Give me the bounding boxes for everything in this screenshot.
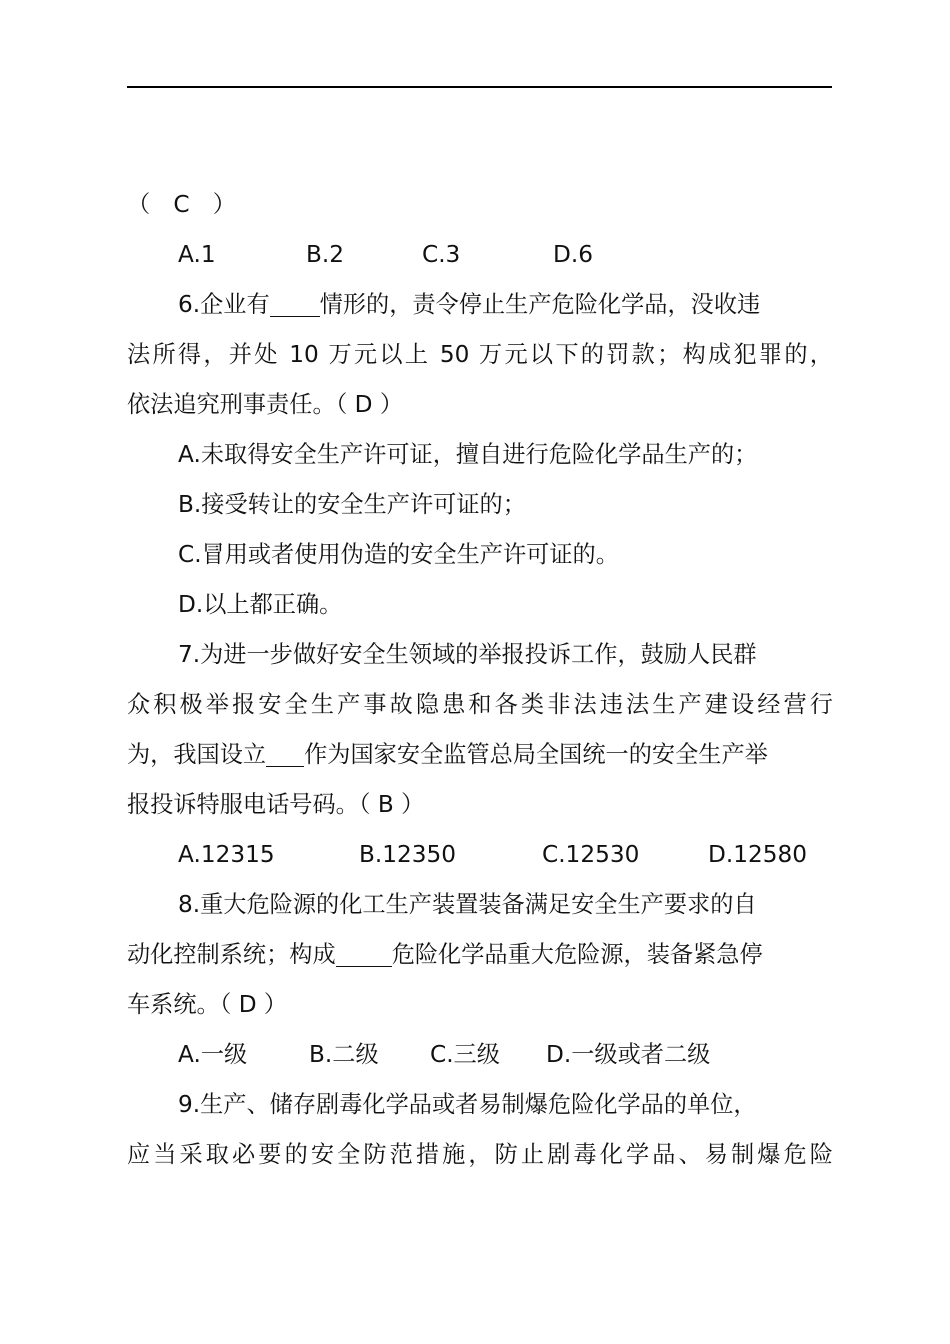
q7-option-c: C.12530 — [542, 841, 640, 868]
q8-stem-line-1: 8.重大危险源的化工生产装置装备满足安全生产要求的自 — [178, 891, 757, 918]
q8-options — [127, 1030, 833, 1080]
q5-option-a: A.1 — [178, 241, 216, 268]
q7-stem-line-2: 众积极举报安全生产事故隐患和各类非法违法生产建设经营行 — [127, 691, 833, 718]
q6-option-d: D.以上都正确。 — [178, 591, 343, 618]
q8-option-a: A.一级 — [178, 1041, 248, 1068]
q8-option-c: C.三级 — [430, 1041, 500, 1068]
q7-stem-line-1: 7.为进一步做好安全生领域的举报投诉工作，鼓励人民群 — [178, 641, 757, 668]
q6-option-b: B.接受转让的安全生产许可证的； — [178, 491, 526, 518]
q5-option-c: C.3 — [422, 241, 461, 268]
header-rule — [127, 86, 832, 88]
q6-stem-line-3: 依法追究刑事责任。（ D ） — [127, 391, 404, 418]
q6-stem-line-1: 6.企业有 情形的，责令停止生产危险化学品，没收违 — [178, 291, 761, 318]
q8-stem-line-3: 车系统。（ D ） — [127, 991, 288, 1018]
q6-option-c: C.冒用或者使用伪造的安全生产许可证的。 — [178, 541, 619, 568]
q7-option-d: D.12580 — [708, 841, 807, 868]
q5-options — [127, 230, 833, 280]
q7-option-a: A.12315 — [178, 841, 275, 868]
fill-blank — [270, 291, 320, 316]
q7-stem-line-4: 报投诉特服电话号码。（ B ） — [127, 791, 425, 818]
q6-option-a: A.未取得安全生产许可证，擅自进行危险化学品生产的； — [178, 441, 758, 468]
q5-option-b: B.2 — [306, 241, 345, 268]
q9-stem-line-2: 应当采取必要的安全防范措施，防止剧毒化学品、易制爆危险 — [127, 1141, 833, 1168]
q7-stem-line-3: 为，我国设立 作为国家安全监管总局全国统一的安全生产举 — [127, 741, 768, 768]
q7-options — [127, 830, 833, 880]
q5-option-d: D.6 — [553, 241, 593, 268]
document-page — [127, 180, 833, 1180]
fill-blank — [336, 941, 392, 966]
q6-stem-line-2: 法所得，并处 10 万元以上 50 万元以下的罚款；构成犯罪的， — [127, 341, 833, 368]
q9-stem-line-1: 9.生产、储存剧毒化学品或者易制爆危险化学品的单位， — [178, 1091, 757, 1118]
q5-answer: （ C ） — [127, 191, 236, 218]
fill-blank — [266, 741, 304, 766]
q8-option-d: D.一级或者二级 — [546, 1041, 711, 1068]
q8-option-b: B.二级 — [309, 1041, 379, 1068]
q7-option-b: B.12350 — [359, 841, 457, 868]
q8-stem-line-2: 动化控制系统；构成 危险化学品重大危险源，装备紧急停 — [127, 941, 763, 968]
